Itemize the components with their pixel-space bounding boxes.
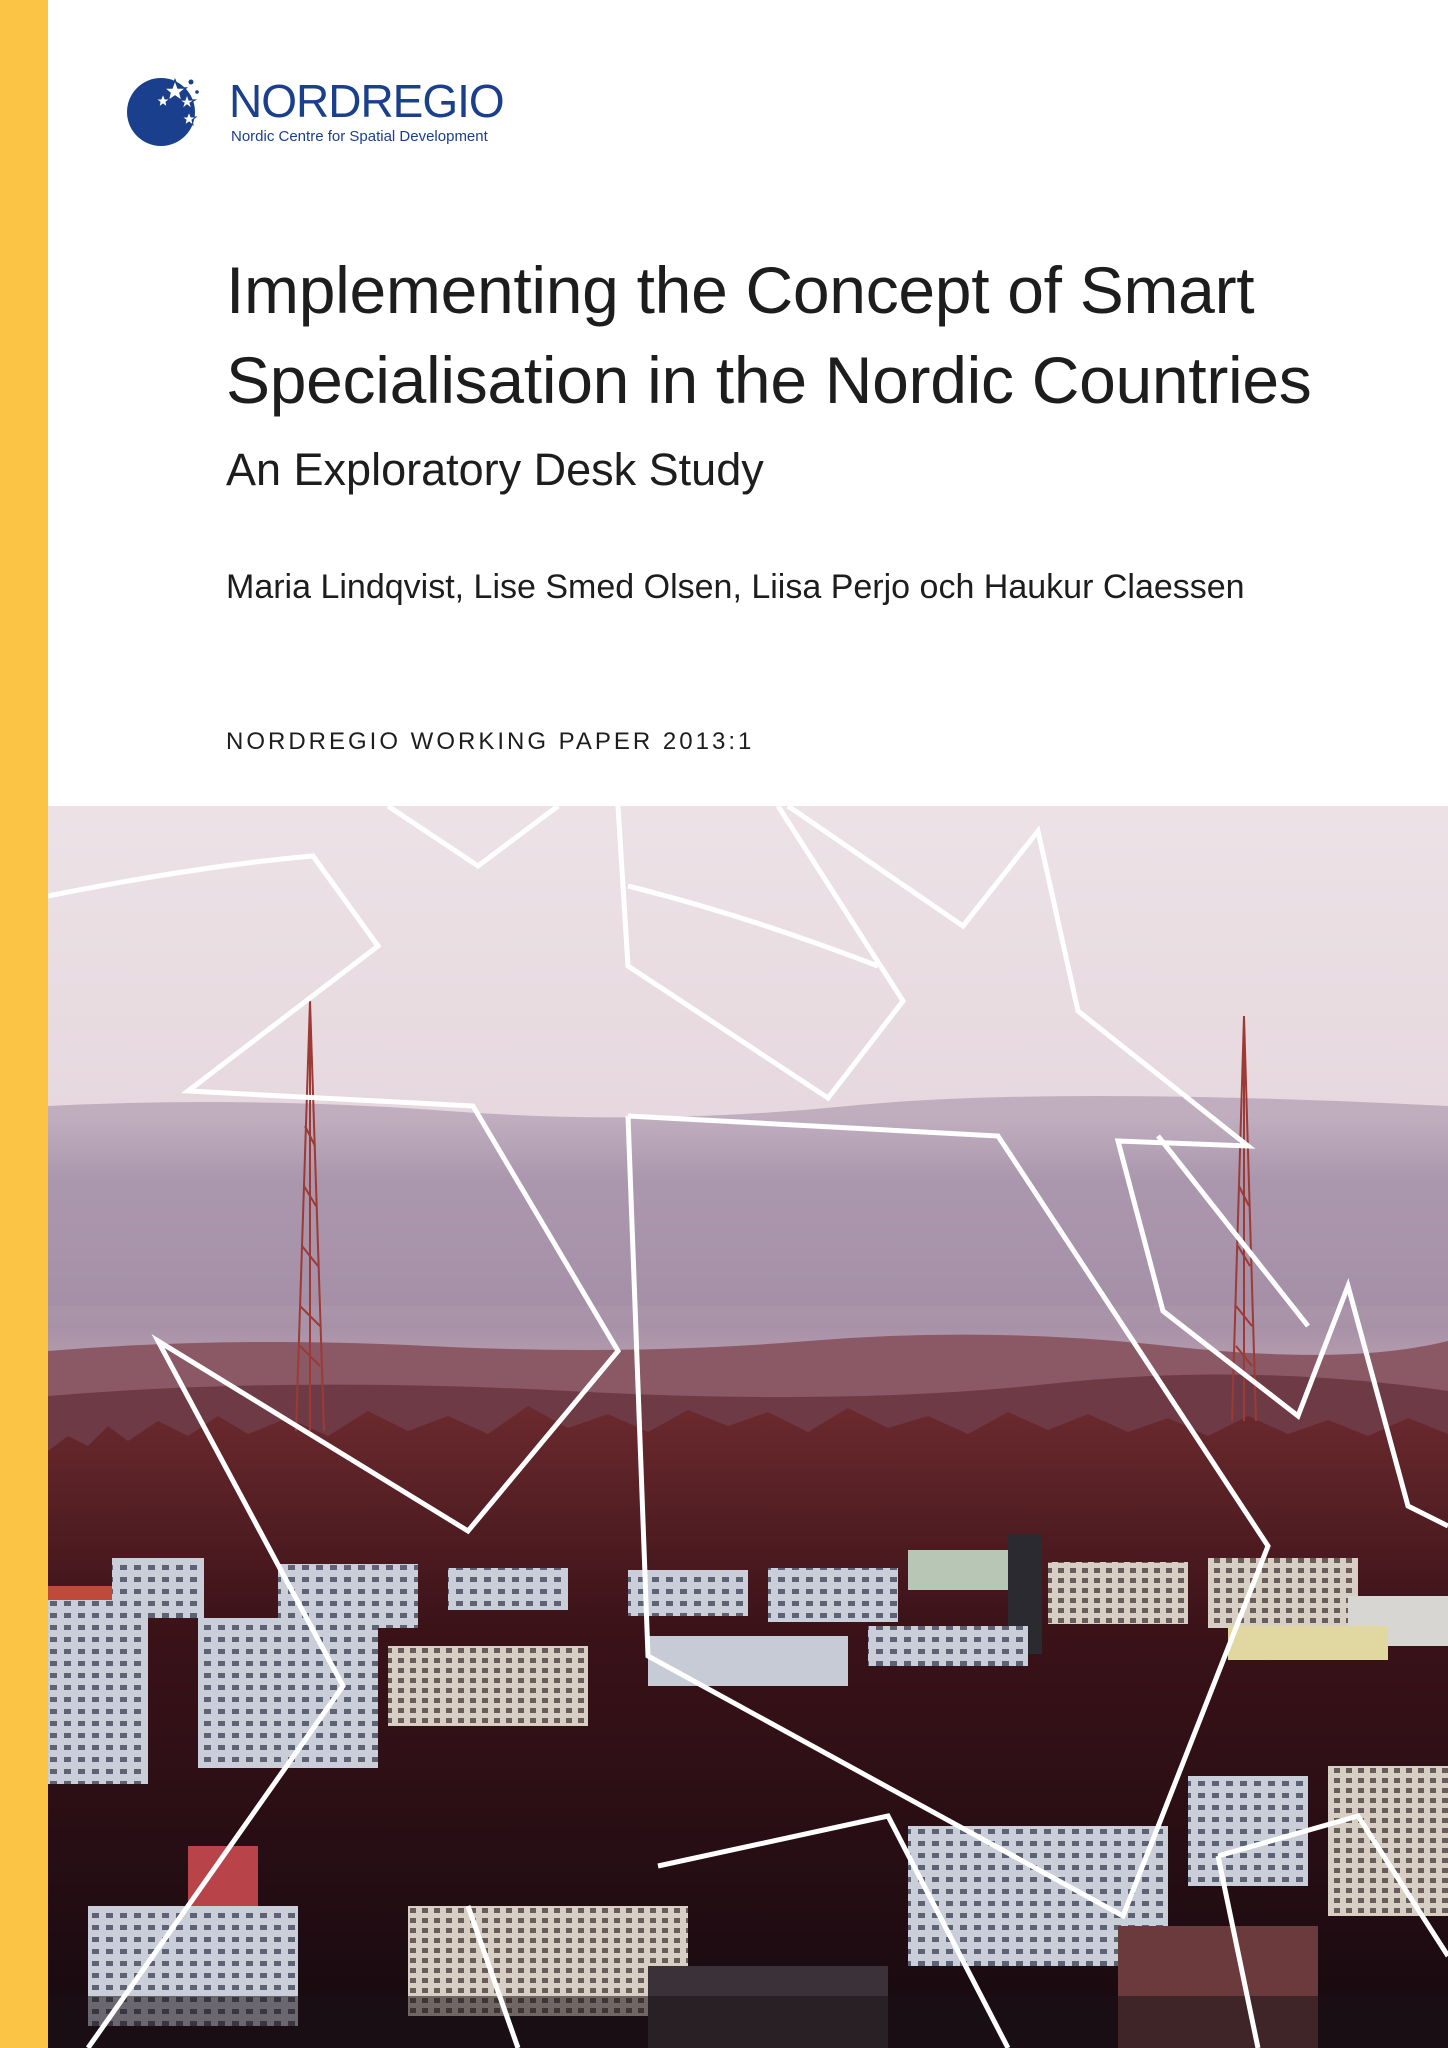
cover-photo <box>48 806 1448 2048</box>
cover-spine-stripe <box>0 0 48 2048</box>
author-list: Maria Lindqvist, Lise Smed Olsen, Liisa Perjo och Haukur Claessen <box>226 568 1245 606</box>
document-title <box>226 245 1426 425</box>
series-label: NORDREGIO WORKING PAPER 2013:1 <box>226 728 755 755</box>
globe-stars-icon <box>125 72 201 148</box>
publisher-name: NORDREGIO <box>229 75 504 127</box>
nordregio-logo <box>125 72 505 152</box>
document-subtitle: An Exploratory Desk Study <box>226 444 764 495</box>
title-line-1: Implementing the Concept of Smart <box>226 253 1255 327</box>
publisher-tagline: Nordic Centre for Spatial Development <box>231 128 488 145</box>
title-line-2: Specialisation in the Nordic Countries <box>226 343 1312 417</box>
